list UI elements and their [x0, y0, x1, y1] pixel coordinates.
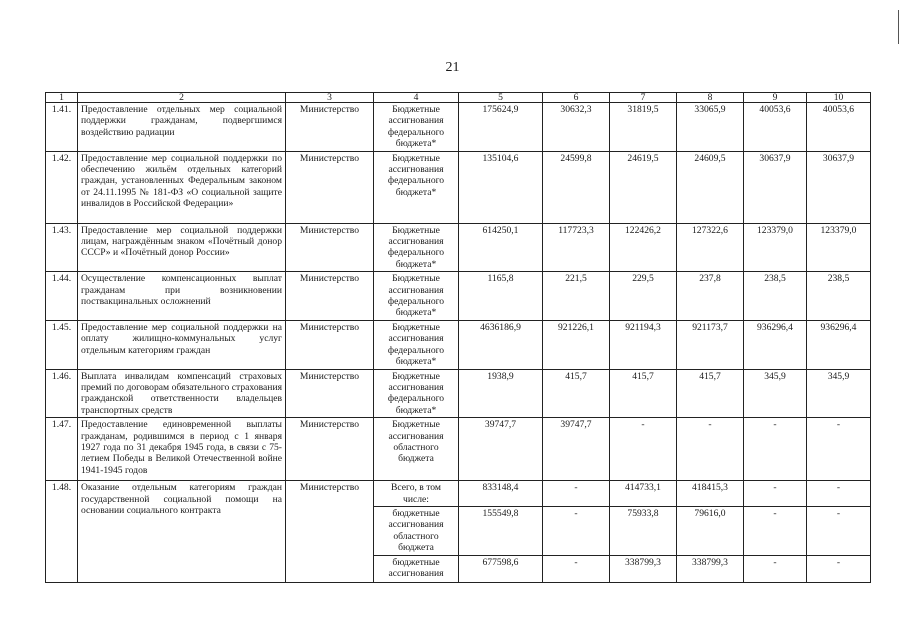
value-cell: 238,5 — [744, 272, 807, 321]
value-cell: - — [543, 481, 610, 507]
value-cell: 415,7 — [543, 369, 610, 418]
measure-name: Предоставление отдельных мер социальной поддержки гражданам, подвергшимся воздействию радиации — [78, 103, 286, 152]
measure-name: Оказание отдельным категориям граждан государственной социальной помощи на основании социального контракта — [78, 481, 286, 582]
value-cell: - — [677, 418, 744, 481]
column-header-2: 2 — [78, 93, 286, 103]
value-cell: 155549,8 — [459, 506, 543, 555]
funding-source: Бюджетные ассигнования федерального бюджета* — [374, 320, 459, 369]
value-cell: 123379,0 — [744, 223, 807, 272]
funding-source: бюджетные ассигнования — [374, 555, 459, 582]
measure-name: Предоставление мер социальной поддержки на оплату жилищно-коммунальных услуг отдельным категориям граждан — [78, 320, 286, 369]
executor: Министерство — [286, 320, 374, 369]
value-cell: 936296,4 — [744, 320, 807, 369]
value-cell: 122426,2 — [610, 223, 677, 272]
value-cell: - — [744, 555, 807, 582]
value-cell: - — [744, 506, 807, 555]
measure-name: Осуществление компенсационных выплат гражданам при возникновении поствакцинальных осложнений — [78, 272, 286, 321]
value-cell: 677598,6 — [459, 555, 543, 582]
value-cell: 24599,8 — [543, 151, 610, 223]
scan-edge-mark — [898, 10, 899, 44]
value-cell: 39747,7 — [543, 418, 610, 481]
value-cell: - — [807, 555, 871, 582]
value-cell: - — [744, 418, 807, 481]
measure-name: Предоставление единовременной выплаты гражданам, родившимся в период с 1 января 1927 года по 31 декабря 1945 года, в связи с 75-летием Победы в Великой Отечественной войне 1941-1945 годов — [78, 418, 286, 481]
value-cell: - — [807, 481, 871, 507]
column-header-8: 8 — [677, 93, 744, 103]
column-header-5: 5 — [459, 93, 543, 103]
value-cell: - — [744, 481, 807, 507]
header-row — [46, 93, 871, 103]
value-cell: 921226,1 — [543, 320, 610, 369]
value-cell: 40053,6 — [807, 103, 871, 152]
table-row — [46, 418, 871, 481]
page-number: 21 — [445, 60, 460, 75]
value-cell: 229,5 — [610, 272, 677, 321]
funding-source: Бюджетные ассигнования федерального бюджета* — [374, 151, 459, 223]
funding-source: Бюджетные ассигнования федерального бюджета* — [374, 103, 459, 152]
value-cell: 415,7 — [610, 369, 677, 418]
column-header-6: 6 — [543, 93, 610, 103]
value-cell: 30637,9 — [744, 151, 807, 223]
row-number: 1.42. — [46, 151, 78, 223]
funding-source: Всего, в том числе: — [374, 481, 459, 507]
executor: Министерство — [286, 151, 374, 223]
value-cell: 33065,9 — [677, 103, 744, 152]
value-cell: 135104,6 — [459, 151, 543, 223]
table-row — [46, 151, 871, 223]
measure-name: Предоставление мер социальной поддержки по обеспечению жильём отдельных категорий граждан, установленных Федеральным законом от 24.11.1995 № 181-ФЗ «О социальной защите инвалидов в Российской Федерации» — [78, 151, 286, 223]
row-number: 1.44. — [46, 272, 78, 321]
value-cell: 833148,4 — [459, 481, 543, 507]
value-cell: - — [543, 506, 610, 555]
table-row — [46, 481, 871, 507]
row-number: 1.48. — [46, 481, 78, 582]
value-cell: 24609,5 — [677, 151, 744, 223]
table-row — [46, 103, 871, 152]
value-cell: 345,9 — [807, 369, 871, 418]
value-cell: 415,7 — [677, 369, 744, 418]
column-header-1: 1 — [46, 93, 78, 103]
measure-name: Выплата инвалидам компенсаций страховых премий по договорам обязательного страхования гражданской ответственности владельцев транспортных средств — [78, 369, 286, 418]
table-row — [46, 320, 871, 369]
row-number: 1.45. — [46, 320, 78, 369]
value-cell: - — [543, 555, 610, 582]
value-cell: 79616,0 — [677, 506, 744, 555]
value-cell: 418415,3 — [677, 481, 744, 507]
value-cell: 414733,1 — [610, 481, 677, 507]
row-number: 1.46. — [46, 369, 78, 418]
executor: Министерство — [286, 272, 374, 321]
value-cell: 238,5 — [807, 272, 871, 321]
column-header-9: 9 — [744, 93, 807, 103]
value-cell: 127322,6 — [677, 223, 744, 272]
value-cell: 31819,5 — [610, 103, 677, 152]
column-header-10: 10 — [807, 93, 871, 103]
value-cell: 614250,1 — [459, 223, 543, 272]
funding-source: Бюджетные ассигнования федерального бюджета* — [374, 223, 459, 272]
value-cell: 30632,3 — [543, 103, 610, 152]
executor: Министерство — [286, 481, 374, 582]
column-header-3: 3 — [286, 93, 374, 103]
value-cell: - — [610, 418, 677, 481]
row-number: 1.43. — [46, 223, 78, 272]
value-cell: 40053,6 — [744, 103, 807, 152]
executor: Министерство — [286, 103, 374, 152]
row-number: 1.47. — [46, 418, 78, 481]
table-row — [46, 223, 871, 272]
executor: Министерство — [286, 418, 374, 481]
value-cell: 237,8 — [677, 272, 744, 321]
value-cell: 117723,3 — [543, 223, 610, 272]
value-cell: 338799,3 — [677, 555, 744, 582]
value-cell: 221,5 — [543, 272, 610, 321]
measure-name: Предоставление мер социальной поддержки лицам, награждённым знаком «Почётный донор СССР» и «Почётный донор России» — [78, 223, 286, 272]
row-number: 1.41. — [46, 103, 78, 152]
funding-source: Бюджетные ассигнования федерального бюджета* — [374, 272, 459, 321]
value-cell: - — [807, 506, 871, 555]
value-cell: 75933,8 — [610, 506, 677, 555]
value-cell: 1165,8 — [459, 272, 543, 321]
value-cell: 123379,0 — [807, 223, 871, 272]
table-row — [46, 369, 871, 418]
table-row — [46, 272, 871, 321]
value-cell: 1938,9 — [459, 369, 543, 418]
funding-source: Бюджетные ассигнования федерального бюджета* — [374, 369, 459, 418]
value-cell: 175624,9 — [459, 103, 543, 152]
value-cell: 921194,3 — [610, 320, 677, 369]
column-header-7: 7 — [610, 93, 677, 103]
value-cell: 39747,7 — [459, 418, 543, 481]
value-cell: 4636186,9 — [459, 320, 543, 369]
executor: Министерство — [286, 223, 374, 272]
executor: Министерство — [286, 369, 374, 418]
value-cell: 24619,5 — [610, 151, 677, 223]
value-cell: 30637,9 — [807, 151, 871, 223]
column-header-4: 4 — [374, 93, 459, 103]
funding-source: Бюджетные ассигнования областного бюджета — [374, 418, 459, 481]
value-cell: 921173,7 — [677, 320, 744, 369]
value-cell: 936296,4 — [807, 320, 871, 369]
value-cell: 345,9 — [744, 369, 807, 418]
program-table — [45, 92, 871, 583]
value-cell: - — [807, 418, 871, 481]
funding-source: бюджетные ассигнования областного бюджета — [374, 506, 459, 555]
value-cell: 338799,3 — [610, 555, 677, 582]
